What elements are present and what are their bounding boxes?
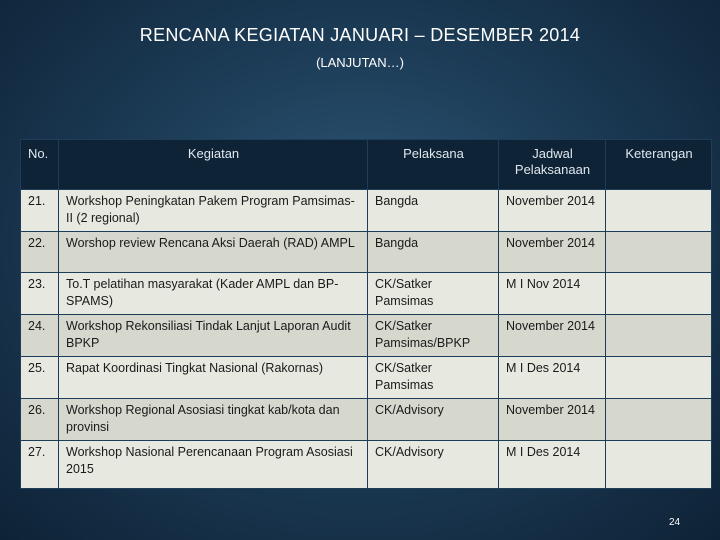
cell-pelaksana: CK/Satker Pamsimas — [368, 273, 499, 315]
cell-no: 27. — [21, 441, 59, 489]
cell-keterangan — [606, 190, 712, 232]
header-keterangan: Keterangan — [606, 140, 712, 190]
cell-pelaksana: Bangda — [368, 232, 499, 273]
cell-pelaksana: CK/Satker Pamsimas/BPKP — [368, 315, 499, 357]
header-no: No. — [21, 140, 59, 190]
table-row — [21, 232, 712, 273]
cell-no: 26. — [21, 399, 59, 441]
table-row — [21, 399, 712, 441]
cell-jadwal: November 2014 — [499, 399, 606, 441]
cell-kegiatan: Workshop Peningkatan Pakem Program Pamsimas-II (2 regional) — [59, 190, 368, 232]
cell-keterangan — [606, 232, 712, 273]
table-row — [21, 357, 712, 399]
cell-pelaksana: Bangda — [368, 190, 499, 232]
cell-no: 22. — [21, 232, 59, 273]
cell-kegiatan: Workshop Rekonsiliasi Tindak Lanjut Laporan Audit BPKP — [59, 315, 368, 357]
cell-keterangan — [606, 357, 712, 399]
cell-jadwal: November 2014 — [499, 190, 606, 232]
slide-title: RENCANA KEGIATAN JANUARI – DESEMBER 2014 — [139, 25, 581, 45]
cell-no: 23. — [21, 273, 59, 315]
cell-kegiatan: Workshop Regional Asosiasi tingkat kab/kota dan provinsi — [59, 399, 368, 441]
cell-keterangan — [606, 441, 712, 489]
cell-kegiatan: To.T pelatihan masyarakat (Kader AMPL dan BP-SPAMS) — [59, 273, 368, 315]
cell-keterangan — [606, 399, 712, 441]
header-pelaksana: Pelaksana — [368, 140, 499, 190]
header-kegiatan: Kegiatan — [59, 140, 368, 190]
activity-plan-table — [20, 139, 712, 489]
cell-no: 25. — [21, 357, 59, 399]
table-header-row — [21, 140, 712, 190]
table-row — [21, 315, 712, 357]
table-row — [21, 441, 712, 489]
cell-jadwal: M I Des 2014 — [499, 441, 606, 489]
cell-jadwal: M I Nov 2014 — [499, 273, 606, 315]
table-row — [21, 273, 712, 315]
page-number: 24 — [669, 517, 681, 528]
cell-kegiatan: Worshop review Rencana Aksi Daerah (RAD) AMPL — [59, 232, 368, 273]
cell-jadwal: November 2014 — [499, 315, 606, 357]
cell-jadwal: M I Des 2014 — [499, 357, 606, 399]
cell-pelaksana: CK/Advisory — [368, 441, 499, 489]
header-jadwal: Jadwal Pelaksanaan — [499, 140, 606, 190]
cell-pelaksana: CK/Satker Pamsimas — [368, 357, 499, 399]
slide-subtitle: (LANJUTAN…) — [316, 55, 404, 70]
cell-no: 21. — [21, 190, 59, 232]
cell-jadwal: November 2014 — [499, 232, 606, 273]
cell-kegiatan: Rapat Koordinasi Tingkat Nasional (Rakornas) — [59, 357, 368, 399]
cell-pelaksana: CK/Advisory — [368, 399, 499, 441]
table-row — [21, 190, 712, 232]
cell-keterangan — [606, 315, 712, 357]
cell-no: 24. — [21, 315, 59, 357]
cell-keterangan — [606, 273, 712, 315]
cell-kegiatan: Workshop Nasional Perencanaan Program Asosiasi 2015 — [59, 441, 368, 489]
